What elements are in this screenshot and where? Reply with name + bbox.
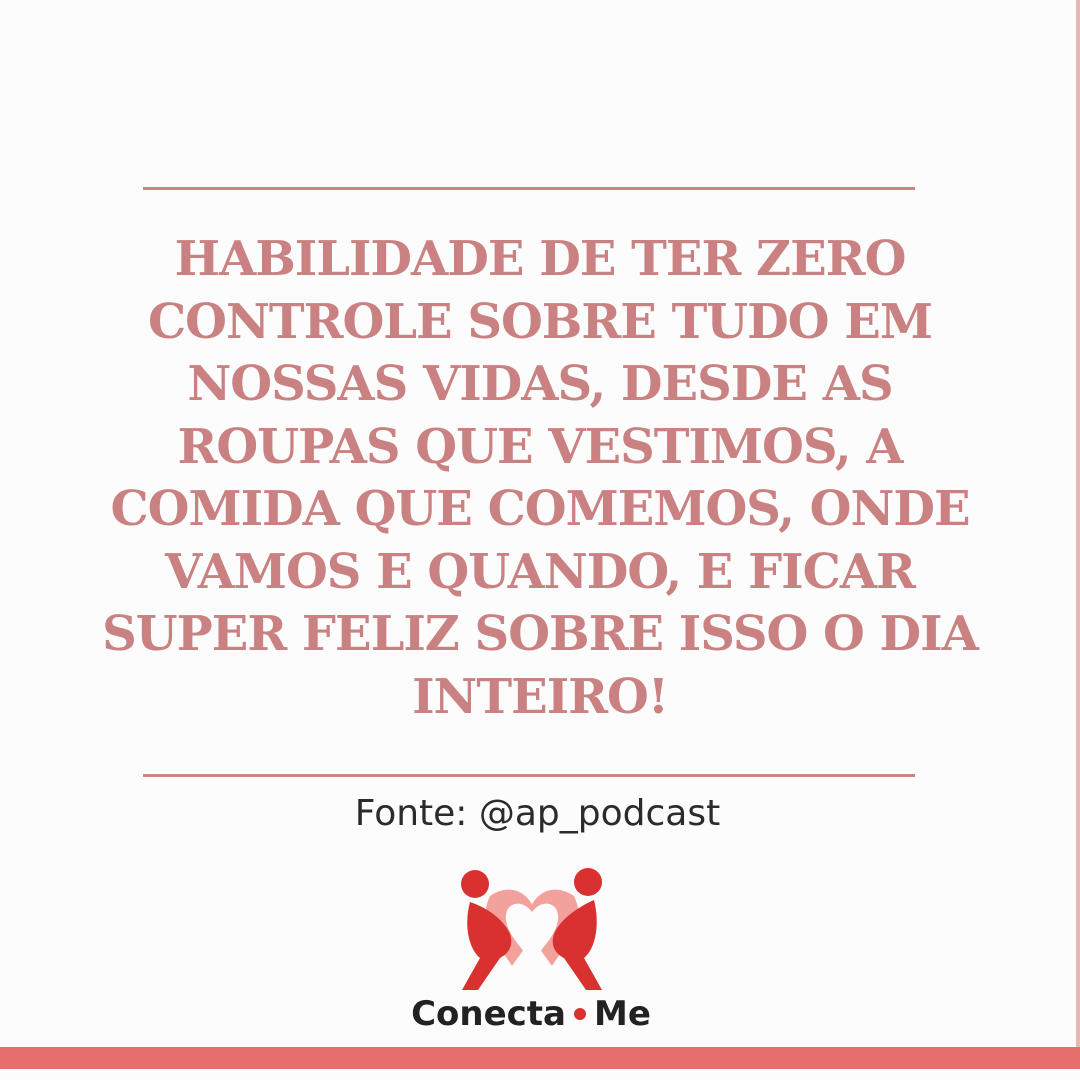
bottom-accent-bar xyxy=(0,1047,1080,1069)
brand-part-2: Me xyxy=(594,994,651,1034)
quote-line: HABILIDADE DE TER ZERO xyxy=(174,231,906,287)
source-credit: Fonte: @ap_podcast xyxy=(354,793,721,834)
brand-part-1: Conecta xyxy=(411,994,567,1034)
quote-line: VAMOS E QUANDO, E FICAR xyxy=(165,543,915,600)
two-people-heart-icon xyxy=(440,862,630,992)
quote-line: ROUPAS QUE VESTIMOS, A xyxy=(177,418,903,475)
quote-line: INTEIRO! xyxy=(412,668,668,725)
quote-line: NOSSAS VIDAS, DESDE AS xyxy=(187,356,893,412)
brand-dot xyxy=(574,1008,586,1020)
brand-name xyxy=(0,994,1062,1034)
bottom-edge xyxy=(0,1069,1080,1080)
quote-text xyxy=(40,228,1040,728)
quote-line: COMIDA QUE COMEMOS, ONDE xyxy=(110,481,970,537)
bottom-divider xyxy=(143,774,915,777)
quote-line: CONTROLE SOBRE TUDO EM xyxy=(147,293,933,350)
quote-line: SUPER FELIZ SOBRE ISSO O DIA xyxy=(102,606,978,662)
right-border xyxy=(1076,0,1080,1080)
top-divider xyxy=(143,187,915,190)
